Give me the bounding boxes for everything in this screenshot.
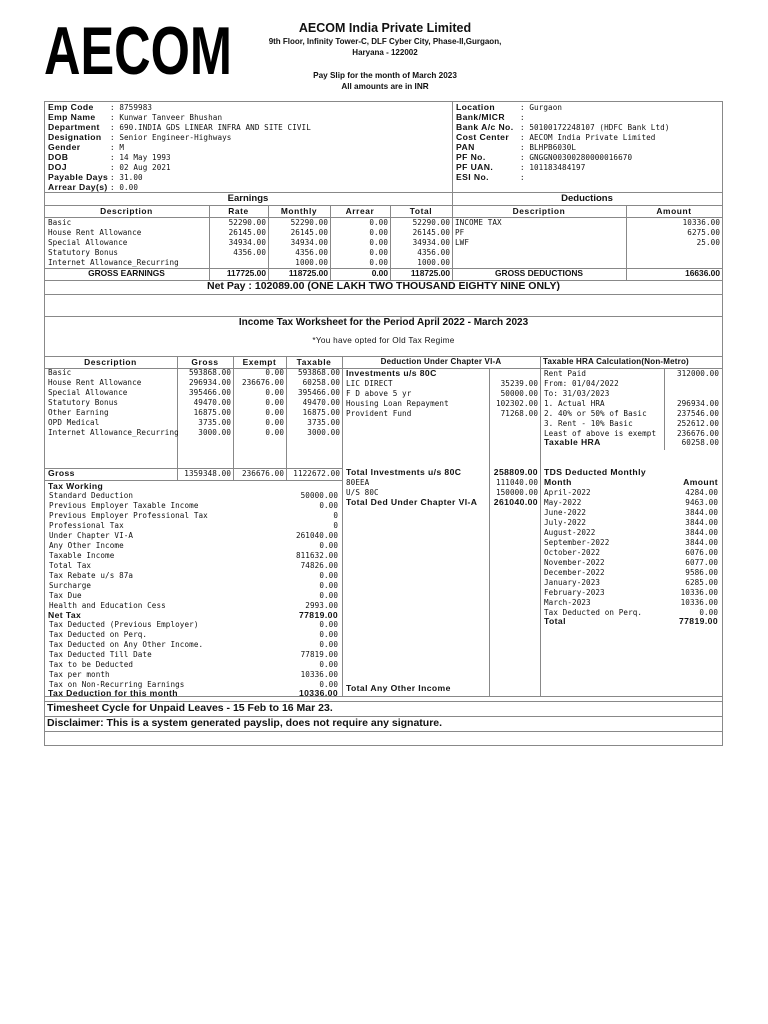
earnings-col-total: Total xyxy=(409,206,433,216)
total-80c-label: Total Investments u/s 80C xyxy=(346,467,462,477)
income-col-exempt: Exempt xyxy=(242,357,277,367)
tax-working-value: 50000.00 xyxy=(300,491,338,500)
employee-field-value: : 101183484197 xyxy=(520,163,586,172)
tax-this-month-value: 10336.00 xyxy=(298,688,338,698)
hra-label: To: 31/03/2023 xyxy=(544,389,610,398)
gross-deductions-amount: 16636.00 xyxy=(685,268,720,278)
income-col-description: Description xyxy=(84,357,137,367)
tax-working-label: Tax Deducted on Perq. xyxy=(49,630,148,639)
tds-month: June-2022 xyxy=(544,508,587,517)
employee-field-value: : xyxy=(520,173,525,182)
investment-label: LIC DIRECT xyxy=(346,379,393,388)
income-cell: Basic xyxy=(48,368,72,377)
earnings-cell: 1000.00 xyxy=(295,258,328,267)
aecom-logo xyxy=(44,13,234,89)
tds-amount: 10336.00 xyxy=(680,598,718,607)
income-cell: 0.00 xyxy=(265,408,284,417)
income-cell: Internet Allowance_Recurring xyxy=(48,428,179,437)
hra-label: From: 01/04/2022 xyxy=(544,379,619,388)
tax-this-month-label: Tax Deduction for this month xyxy=(48,688,178,698)
employee-field-value: : Gurgaon xyxy=(520,103,563,112)
earnings-cell: 0.00 xyxy=(369,228,388,237)
investment-label: Provident Fund xyxy=(346,409,412,418)
hra-label: 1. Actual HRA xyxy=(544,399,605,408)
tax-working-label: Professional Tax xyxy=(49,521,124,530)
employee-field-value: : BLHPB6030L xyxy=(520,143,577,152)
employee-field-value: : 31.00 xyxy=(110,173,143,182)
income-cell: Other Earning xyxy=(48,408,109,417)
deductions-col-description: Description xyxy=(512,206,566,216)
tds-amount: 3844.00 xyxy=(685,528,718,537)
income-gross-gross: 1359348.00 xyxy=(184,469,231,478)
tax-worksheet-title: Income Tax Worksheet for the Period April 2022 - March 2023 xyxy=(238,317,529,328)
hra-value: 296934.00 xyxy=(676,399,719,408)
income-cell: 3000.00 xyxy=(307,428,340,437)
total-other-income-label: Total Any Other Income xyxy=(346,683,451,693)
tds-amount: 6077.00 xyxy=(685,558,718,567)
hra-label: Rent Paid xyxy=(544,369,587,378)
tds-month: March-2023 xyxy=(544,598,591,607)
earnings-cell: Special Allowance xyxy=(48,238,128,247)
earnings-cell: 0.00 xyxy=(369,258,388,267)
deduction-cell: 6275.00 xyxy=(687,228,720,237)
income-gross-taxable: 1122672.00 xyxy=(293,469,340,478)
tax-working-value: 0.00 xyxy=(319,680,338,689)
hra-value: 252612.00 xyxy=(676,419,719,428)
earnings-cell: 0.00 xyxy=(369,238,388,247)
employee-field-value: : 8759983 xyxy=(110,103,153,112)
company-name: AECOM India Private Limited xyxy=(298,21,472,35)
employee-field-label: DOB xyxy=(48,152,69,162)
tds-amount: 9586.00 xyxy=(685,568,718,577)
earnings-cell: 52290.00 xyxy=(412,218,450,227)
total-via-label: Total Ded Under Chapter VI-A xyxy=(346,497,478,507)
tds-amount: 3844.00 xyxy=(685,518,718,527)
income-cell: Special Allowance xyxy=(48,388,128,397)
employee-field-label: PF No. xyxy=(456,152,486,162)
chapter-via-header: Deduction Under Chapter VI-A xyxy=(380,357,502,366)
tax-working-value: 0 xyxy=(333,511,338,520)
tds-month: July-2022 xyxy=(544,518,587,527)
employee-field-value: : GNGGN00300280000016670 xyxy=(520,153,633,162)
deduction-section-label: U/S 80C xyxy=(346,488,379,497)
earnings-col-description: Description xyxy=(100,206,153,216)
hra-label: 2. 40% or 50% of Basic xyxy=(544,409,647,418)
earnings-cell: 26145.00 xyxy=(228,228,266,237)
tds-amount: 10336.00 xyxy=(680,588,718,597)
employee-field-label: Department xyxy=(48,122,100,132)
earnings-cell: House Rent Allowance xyxy=(48,228,142,237)
earnings-cell: Statutory Bonus xyxy=(48,248,119,257)
employee-field-label: Location xyxy=(456,102,496,112)
tax-working-label: Tax to be Deducted xyxy=(49,660,134,669)
employee-field-label: Bank A/c No. xyxy=(456,122,514,132)
deduction-cell: 10336.00 xyxy=(682,218,720,227)
tds-amount: 6285.00 xyxy=(685,578,718,587)
tax-working-label: Tax Deducted on Any Other Income. xyxy=(49,640,204,649)
gross-earnings-rate: 117725.00 xyxy=(226,268,266,278)
tax-working-label: Surcharge xyxy=(49,581,92,590)
earnings-cell: 34934.00 xyxy=(412,238,450,247)
currency-note: All amounts are in INR xyxy=(341,82,429,91)
deduction-cell: 25.00 xyxy=(696,238,720,247)
tax-working-label: Health and Education Cess xyxy=(49,601,166,610)
income-col-taxable: Taxable xyxy=(296,357,332,367)
tds-col-month: Month xyxy=(544,477,572,487)
tax-working-label: Tax Due xyxy=(49,591,82,600)
deduction-cell: LWF xyxy=(455,238,470,247)
income-cell: 3000.00 xyxy=(198,428,231,437)
income-cell: 296934.00 xyxy=(188,378,231,387)
income-cell: 0.00 xyxy=(265,388,284,397)
tax-working-value: 0.00 xyxy=(319,591,338,600)
earnings-cell: 1000.00 xyxy=(417,258,450,267)
timesheet-note: Timesheet Cycle for Unpaid Leaves - 15 Feb to 16 Mar 23. xyxy=(47,702,333,714)
hra-label: Least of above is exempt xyxy=(544,429,657,438)
hra-value: 236676.00 xyxy=(676,429,719,438)
income-cell: 0.00 xyxy=(265,368,284,377)
earnings-cell: 52290.00 xyxy=(290,218,328,227)
income-cell: 593868.00 xyxy=(297,368,340,377)
total-via-value: 261040.00 xyxy=(493,497,538,507)
tax-working-label: Any Other Income xyxy=(49,541,124,550)
employee-field-value: : Senior Engineer-Highways xyxy=(110,133,232,142)
tax-working-value: 0.00 xyxy=(319,571,338,580)
hra-value: 237546.00 xyxy=(676,409,719,418)
income-cell: 16875.00 xyxy=(193,408,231,417)
tax-working-value: 261040.00 xyxy=(295,531,338,540)
employee-field-label: Emp Code xyxy=(48,102,94,112)
investment-value: 50000.00 xyxy=(500,389,538,398)
deduction-section-value: 150000.00 xyxy=(495,488,538,497)
earnings-cell: Internet Allowance_Recurring xyxy=(48,258,179,267)
employee-field-label: PF UAN. xyxy=(456,162,494,172)
employee-field-value: : 50100172248107 (HDFC Bank Ltd) xyxy=(520,123,670,132)
investment-label: F D above 5 yr xyxy=(346,389,412,398)
investment-value: 35239.00 xyxy=(500,379,538,388)
tds-month: May-2022 xyxy=(544,498,582,507)
income-cell: Statutory Bonus xyxy=(48,398,119,407)
tds-month: February-2023 xyxy=(544,588,605,597)
deduction-cell: PF xyxy=(455,228,465,237)
tax-working-value: 0.00 xyxy=(319,630,338,639)
tds-amount: 3844.00 xyxy=(685,538,718,547)
tds-month: August-2022 xyxy=(544,528,596,537)
income-cell: 49470.00 xyxy=(193,398,231,407)
investment-label: Housing Loan Repayment xyxy=(346,399,449,408)
employee-field-value: : 02 Aug 2021 xyxy=(110,163,171,172)
net-tax-value: 77819.00 xyxy=(298,610,338,620)
payslip-title: Pay Slip for the month of March 2023 xyxy=(313,71,457,80)
tds-amount: 3844.00 xyxy=(685,508,718,517)
employee-field-label: Payable Days xyxy=(48,172,109,182)
earnings-cell: Basic xyxy=(48,218,72,227)
income-cell: House Rent Allowance xyxy=(48,378,142,387)
earnings-col-monthly: Monthly xyxy=(280,206,318,216)
net-tax-label: Net Tax xyxy=(48,610,82,620)
employee-field-value: : xyxy=(520,113,525,122)
tds-month: November-2022 xyxy=(544,558,605,567)
earnings-cell: 52290.00 xyxy=(228,218,266,227)
tds-month: October-2022 xyxy=(544,548,601,557)
income-cell: 49470.00 xyxy=(302,398,340,407)
income-cell: 395466.00 xyxy=(188,388,231,397)
income-cell: 3735.00 xyxy=(307,418,340,427)
gross-deductions-label: GROSS DEDUCTIONS xyxy=(495,268,583,278)
income-cell: 60258.00 xyxy=(302,378,340,387)
hra-label: 3. Rent - 10% Basic xyxy=(544,419,633,428)
tax-working-label: Tax Deducted Till Date xyxy=(49,650,152,659)
employee-field-value: : M xyxy=(110,143,125,152)
tax-working-label: Under Chapter VI-A xyxy=(49,531,134,540)
tax-working-value: 77819.00 xyxy=(300,650,338,659)
gross-earnings-total: 118725.00 xyxy=(410,268,450,278)
investment-value: 102302.00 xyxy=(495,399,538,408)
earnings-cell: 0.00 xyxy=(369,218,388,227)
tax-working-value: 0.00 xyxy=(319,620,338,629)
tax-working-label: Previous Employer Taxable Income xyxy=(49,501,199,510)
income-cell: 593868.00 xyxy=(188,368,231,377)
earnings-cell: 34934.00 xyxy=(228,238,266,247)
tax-working-value: 0.00 xyxy=(319,501,338,510)
tds-month: April-2022 xyxy=(544,488,591,497)
tax-working-label: Previous Employer Professional Tax xyxy=(49,511,208,520)
tax-working-value: 0.00 xyxy=(319,660,338,669)
income-cell: 0.00 xyxy=(265,418,284,427)
income-cell: 16875.00 xyxy=(302,408,340,417)
earnings-col-arrear: Arrear xyxy=(345,206,375,216)
income-gross-label: Gross xyxy=(48,468,75,478)
earnings-title: Earnings xyxy=(227,193,269,204)
taxable-hra-label: Taxable HRA xyxy=(544,437,601,447)
hra-value: 312000.00 xyxy=(676,369,719,378)
gross-earnings-arrear: 0.00 xyxy=(371,268,388,278)
tds-month: December-2022 xyxy=(544,568,605,577)
tds-total-label: Total xyxy=(544,616,566,626)
income-cell: OPD Medical xyxy=(48,418,100,427)
deductions-col-amount: Amount xyxy=(656,206,692,216)
income-cell: 395466.00 xyxy=(297,388,340,397)
employee-field-label: Emp Name xyxy=(48,112,96,122)
tax-working-label: Tax on Non-Recurring Earnings xyxy=(49,680,185,689)
tax-working-label: Tax Deducted (Previous Employer) xyxy=(49,620,199,629)
tds-month: January-2023 xyxy=(544,578,601,587)
tax-working-value: 0.00 xyxy=(319,541,338,550)
income-cell: 3735.00 xyxy=(198,418,231,427)
gross-earnings-monthly: 118725.00 xyxy=(288,268,328,278)
earnings-cell: 34934.00 xyxy=(290,238,328,247)
earnings-cell: 26145.00 xyxy=(290,228,328,237)
employee-field-value: : 690.INDIA GDS LINEAR INFRA AND SITE CIVIL xyxy=(110,123,311,132)
investments-80c-title: Investments u/s 80C xyxy=(346,368,437,378)
employee-field-label: PAN xyxy=(456,142,475,152)
employee-field-value: : 0.00 xyxy=(110,183,139,192)
employee-field-label: Cost Center xyxy=(456,132,510,142)
tax-working-value: 0 xyxy=(333,521,338,530)
tax-working-value: 10336.00 xyxy=(300,670,338,679)
gross-earnings-label: GROSS EARNINGS xyxy=(88,268,165,278)
tds-total-value: 77819.00 xyxy=(678,616,718,626)
employee-field-label: ESI No. xyxy=(456,172,489,182)
svg-text:AECOM: AECOM xyxy=(44,13,232,89)
employee-field-label: Gender xyxy=(48,142,81,152)
tds-title: TDS Deducted Monthly xyxy=(544,467,647,477)
tax-working-label: Taxable Income xyxy=(49,551,115,560)
tax-working-value: 0.00 xyxy=(319,581,338,590)
tax-working-value: 2993.00 xyxy=(305,601,338,610)
tds-amount: 9463.00 xyxy=(685,498,718,507)
earnings-cell: 26145.00 xyxy=(412,228,450,237)
tds-amount: 4284.00 xyxy=(685,488,718,497)
tds-amount: 6076.00 xyxy=(685,548,718,557)
employee-field-value: : Kunwar Tanveer Bhushan xyxy=(110,113,223,122)
tax-working-value: 74826.00 xyxy=(300,561,338,570)
income-cell: 236676.00 xyxy=(241,378,284,387)
tax-working-label: Standard Deduction xyxy=(49,491,134,500)
tax-regime-note: *You have opted for Old Tax Regime xyxy=(312,336,455,345)
income-col-gross: Gross xyxy=(191,357,219,367)
employee-field-label: Bank/MICR xyxy=(456,112,505,122)
income-gross-exempt: 236676.00 xyxy=(241,469,284,478)
company-address-line1: 9th Floor, Infinity Tower-C, DLF Cyber City, Phase-II,Gurgaon, xyxy=(268,37,502,46)
deduction-cell: INCOME TAX xyxy=(455,218,502,227)
total-80c-value: 258809.00 xyxy=(493,467,538,477)
deductions-title: Deductions xyxy=(561,193,613,204)
tax-working-title: Tax Working xyxy=(48,481,104,491)
taxable-hra-value: 60258.00 xyxy=(681,438,719,447)
deduction-section-label: 80EEA xyxy=(346,478,370,487)
tax-working-label: Tax per month xyxy=(49,670,110,679)
income-cell: 0.00 xyxy=(265,398,284,407)
investment-value: 71268.00 xyxy=(500,409,538,418)
net-pay: Net Pay : 102089.00 (ONE LAKH TWO THOUSAND EIGHTY NINE ONLY) xyxy=(207,280,560,292)
tds-month: Tax Deducted on Perq. xyxy=(544,608,643,617)
tax-working-label: Total Tax xyxy=(49,561,92,570)
earnings-cell: 0.00 xyxy=(369,248,388,257)
tax-working-label: Tax Rebate u/s 87a xyxy=(49,571,134,580)
income-cell: 0.00 xyxy=(265,428,284,437)
tds-month: September-2022 xyxy=(544,538,610,547)
tax-working-value: 811632.00 xyxy=(295,551,338,560)
deduction-section-value: 111040.00 xyxy=(495,478,538,487)
earnings-col-rate: Rate xyxy=(228,206,249,216)
tax-working-value: 0.00 xyxy=(319,640,338,649)
earnings-cell: 4356.00 xyxy=(233,248,266,257)
tds-amount: 0.00 xyxy=(699,608,718,617)
earnings-cell: 4356.00 xyxy=(295,248,328,257)
earnings-cell: 4356.00 xyxy=(417,248,450,257)
disclaimer: Disclaimer: This is a system generated payslip, does not require any signature. xyxy=(47,717,443,729)
employee-field-value: : 14 May 1993 xyxy=(110,153,171,162)
employee-field-value: : AECOM India Private Limited xyxy=(520,133,656,142)
hra-header: Taxable HRA Calculation(Non-Metro) xyxy=(543,357,689,366)
employee-field-label: Arrear Day(s) xyxy=(48,182,108,192)
company-address-line2: Haryana - 122002 xyxy=(352,48,418,57)
employee-field-label: Designation xyxy=(48,132,102,142)
employee-field-label: DOJ xyxy=(48,162,67,172)
tds-col-amount: Amount xyxy=(683,477,718,487)
